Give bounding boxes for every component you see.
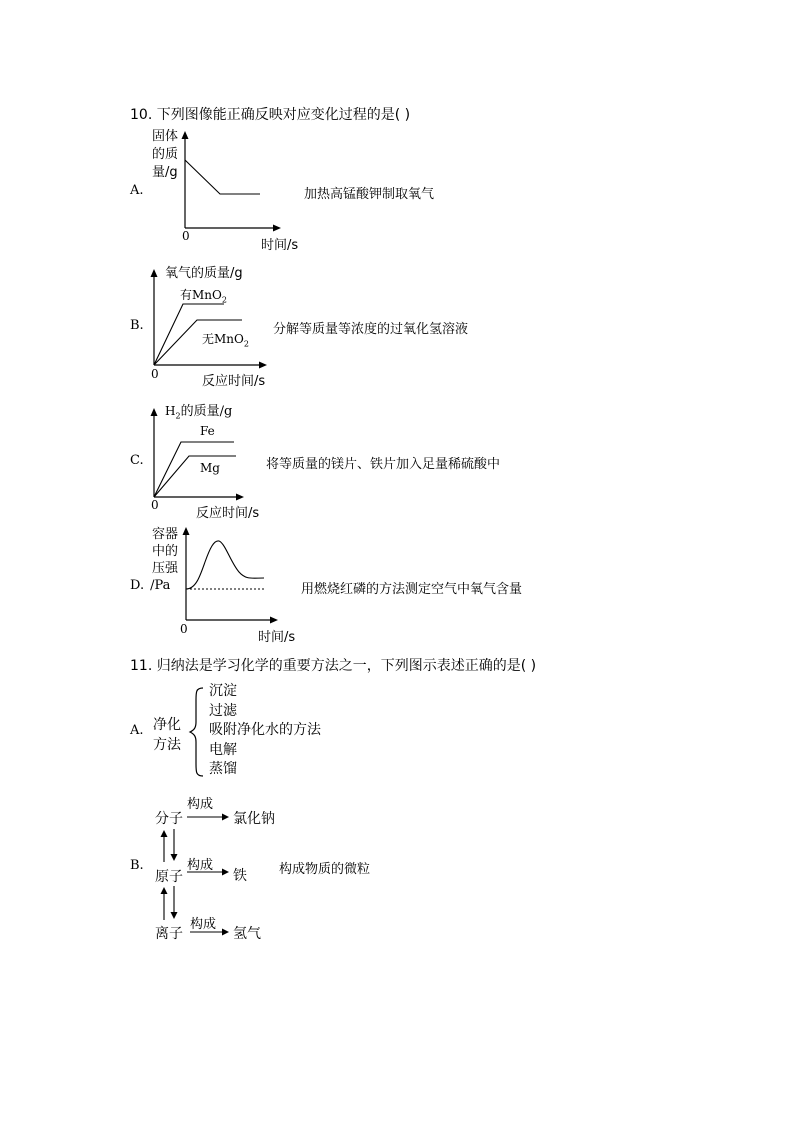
q10-c-ylabel: $H_2$的质量/g (165, 404, 233, 421)
list-item: 沉淀 (209, 683, 237, 699)
q10-c-xlabel: 反应时间/s (196, 506, 260, 521)
q10-b-curve-with-mno2-label: 有MnO$_2$ (180, 288, 227, 305)
q10-b-curve-without-mno2-label: 无MnO$_2$ (202, 332, 249, 349)
q10-d-origin: 0 (180, 622, 188, 636)
q10-c-curve-fe-label: Fe (200, 424, 215, 438)
q11-b-node-atom: 原子 (155, 869, 183, 885)
list-item: 蒸馏 (209, 761, 237, 777)
q10-b-xlabel: 反应时间/s (202, 374, 266, 389)
list-item: 过滤 (209, 702, 237, 719)
q10-d-ylabel: 容器 中的 压强 (152, 527, 179, 576)
q10-option-c-letter: C. (130, 453, 144, 468)
q10-a-xlabel: 时间/s (261, 238, 299, 253)
q10-a-ylabel: 固体 的质 量/g (152, 129, 179, 180)
q11-option-a-letter: A. (130, 723, 144, 738)
q11-a-left-label: 净化 方法 (153, 717, 181, 753)
q11-option-b-letter: B. (130, 858, 144, 873)
q10-a-description: 加热高锰酸钾制取氧气 (304, 187, 435, 202)
q10-c-description: 将等质量的镁片、铁片加入足量稀硫酸中 (266, 457, 501, 472)
q11-b-arrow-label-1: 构成 (187, 797, 214, 812)
q10-option-b-letter: B. (130, 318, 144, 333)
q10-d-xlabel: 时间/s (258, 630, 296, 645)
q10-b-ylabel: 氧气的质量/g (165, 266, 243, 281)
q11-b-target-hydrogen: 氢气 (233, 926, 261, 942)
q11-b-description: 构成物质的微粒 (279, 862, 371, 877)
q10-b-description: 分解等质量等浓度的过氧化氢溶液 (273, 322, 469, 337)
q11-b-target-sodium-chloride: 氯化钠 (233, 811, 275, 827)
q10-b-origin: 0 (151, 367, 159, 381)
q11-stem: 11. 归纳法是学习化学的重要方法之一，下列图示表述正确的是( ) (130, 658, 537, 674)
q10-d-description: 用燃烧红磷的方法测定空气中氧气含量 (301, 582, 523, 597)
q10-c-curve-mg-label: Mg (200, 461, 220, 475)
list-item: 电解 (209, 741, 237, 758)
q10-option-a-letter: A. (130, 183, 144, 198)
list-item: 吸附净化水的方法 (209, 722, 321, 738)
q10-option-d-letter: D. /Pa (130, 578, 171, 593)
q11-b-node-ion: 离子 (155, 926, 183, 942)
q11-b-arrow-label-2: 构成 (187, 858, 214, 873)
q11-b-target-iron: 铁 (233, 868, 247, 884)
q11-b-node-molecule: 分子 (155, 811, 183, 827)
q10-stem: 10. 下列图像能正确反映对应变化过程的是( ) (130, 107, 411, 123)
q11-b-arrow-label-3: 构成 (190, 917, 217, 932)
q10-a-origin: 0 (182, 229, 190, 243)
q10-c-origin: 0 (151, 498, 159, 512)
